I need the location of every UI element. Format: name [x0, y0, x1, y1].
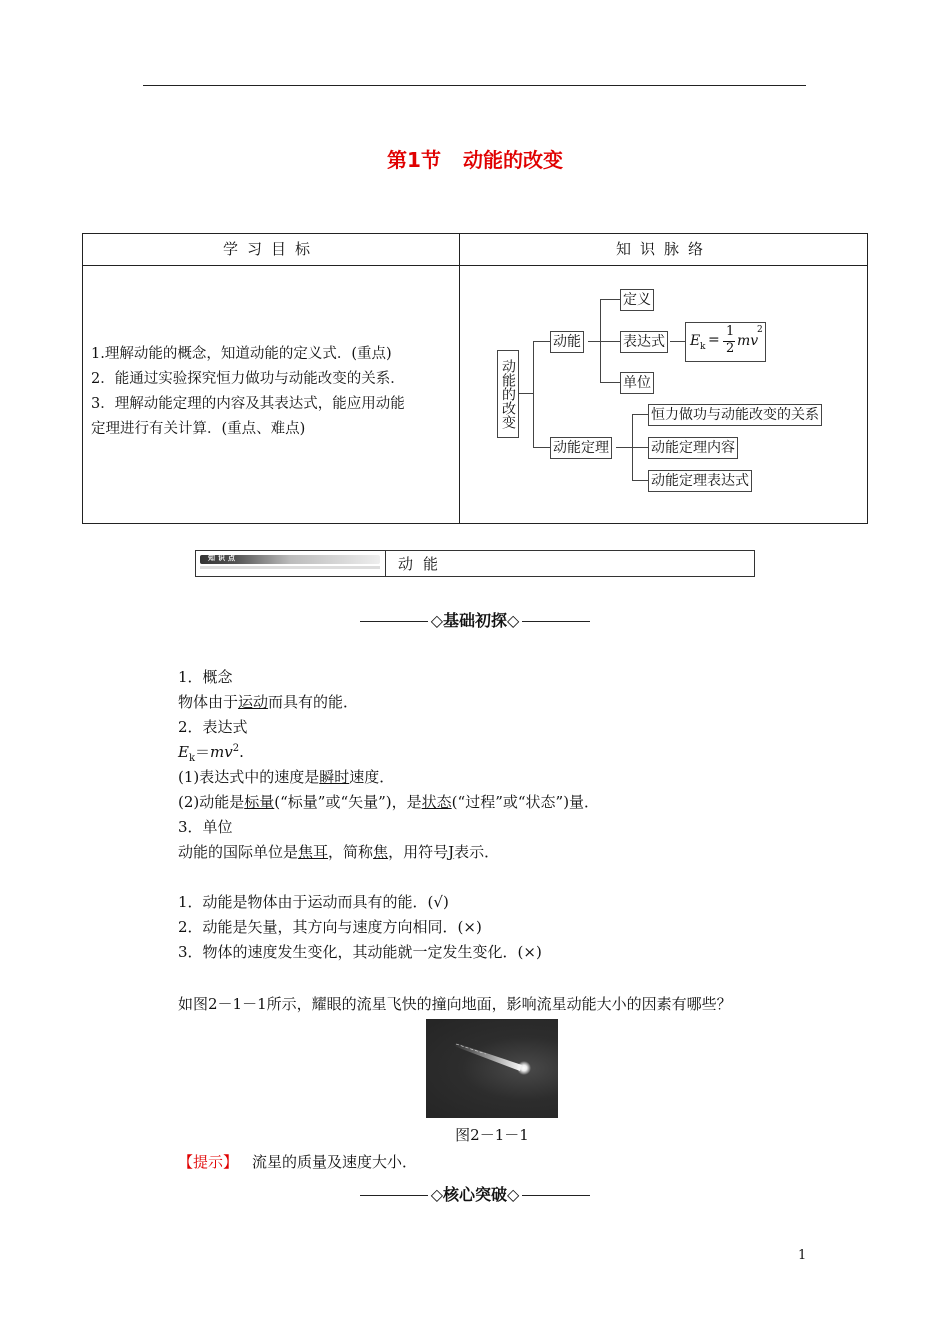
formula-line — [178, 741, 244, 764]
text-span: ，简称 — [328, 843, 374, 861]
text-span: 速度． — [349, 768, 395, 786]
formula-mv: mv — [210, 743, 233, 761]
formula-denominator: 2 — [726, 341, 735, 356]
section-label: 动能 — [398, 555, 449, 573]
heading-unit: 3．单位 — [178, 818, 233, 836]
map-connector — [632, 414, 648, 415]
map-node-theorem-expression: 动能定理表达式 — [648, 470, 752, 492]
title-text: 动能的改变 — [462, 148, 563, 172]
formula-mv: mv — [737, 333, 759, 349]
divider-line — [360, 621, 428, 622]
divider-core — [0, 1182, 950, 1205]
text-span: (“标量”或“矢量”)，是 — [274, 793, 422, 811]
formula-exp: 2 — [232, 743, 240, 754]
formula-e: E — [690, 333, 701, 349]
title-section-number: 第1节 — [387, 148, 441, 172]
map-connector — [670, 341, 685, 342]
formula-equals: = — [708, 332, 720, 348]
text-span: (“过程”或“状态”)量． — [451, 793, 600, 811]
answer-blank: 状态 — [421, 793, 452, 811]
text-span: 物体由于 — [178, 693, 239, 711]
hint-text: 流星的质量及速度大小． — [252, 1153, 418, 1171]
table-header-divider — [83, 265, 867, 266]
text-span: (1)表达式中的速度是 — [178, 768, 320, 786]
header-learning-goals: 学习目标 — [222, 240, 319, 258]
formula-e: E — [178, 743, 189, 761]
hint-tag: 【提示】 — [178, 1153, 239, 1171]
section-tag-graphic — [200, 555, 380, 564]
answer-blank: 标量 — [244, 793, 275, 811]
map-connector — [600, 299, 620, 300]
map-connector — [533, 341, 550, 342]
map-connector — [632, 480, 648, 481]
map-connector — [600, 382, 620, 383]
header-knowledge-map: 知识脉络 — [615, 240, 712, 258]
divider-basic — [0, 608, 950, 631]
map-connector — [632, 447, 648, 448]
formula-equals: ＝ — [195, 743, 211, 761]
divider-line — [360, 1195, 428, 1196]
divider-line — [522, 621, 590, 622]
divider-core-text: ◇核心突破◇ — [430, 1185, 520, 1204]
text-span: ，用符号 — [388, 843, 449, 861]
paragraph-unit — [178, 841, 499, 862]
heading-concept: 1．概念 — [178, 668, 233, 686]
divider-line — [522, 1195, 590, 1196]
map-connector — [533, 341, 534, 448]
map-root — [497, 350, 519, 438]
formula-numerator: 1 — [726, 324, 735, 339]
map-node-kinetic-energy: 动能 — [550, 331, 584, 353]
section-tag-underline — [200, 566, 380, 569]
formula-exponent: 2 — [757, 325, 763, 335]
answer-blank: 焦 — [373, 843, 389, 861]
divider-basic-text: ◇基础初探◇ — [430, 611, 520, 630]
header-rule — [143, 85, 806, 86]
map-node-definition: 定义 — [620, 289, 654, 311]
map-root-text: 动能的改变 — [500, 359, 516, 429]
text-span: (2)动能是 — [178, 793, 245, 811]
hint-line — [178, 1151, 417, 1172]
text-span: 表示． — [454, 843, 500, 861]
goal-item: 2．能通过实验探究恒力做功与动能改变的关系． — [91, 371, 405, 387]
map-connector — [588, 341, 600, 342]
figure-caption: 图2－1－1 — [455, 1126, 529, 1144]
judgement-item: 3．物体的速度发生变化，其动能就一定发生变化．(×) — [178, 943, 542, 961]
paragraph-scalar — [178, 791, 599, 812]
answer-blank: J — [448, 843, 455, 861]
map-formula-box — [685, 322, 766, 362]
meteor-photo — [426, 1019, 558, 1118]
map-node-expression: 表达式 — [620, 331, 668, 353]
map-connector — [533, 447, 550, 448]
section-bar-divider — [385, 551, 386, 576]
formula-sub-k: k — [700, 342, 706, 352]
question-text: 如图2－1－1所示，耀眼的流星飞快的撞向地面，影响流星动能大小的因素有哪些？ — [178, 995, 732, 1013]
judgement-item: 1．动能是物体由于运动而具有的能．(√) — [178, 893, 449, 911]
map-connector — [616, 447, 632, 448]
answer-blank: 焦耳 — [298, 843, 329, 861]
page-number: 1 — [798, 1248, 807, 1263]
meteor-image — [426, 1019, 558, 1118]
formula-sub: k — [188, 753, 196, 764]
goal-item: 1.理解动能的概念，知道动能的定义式．(重点) — [91, 346, 392, 362]
paragraph-concept — [178, 691, 358, 712]
map-node-unit: 单位 — [620, 372, 654, 394]
formula-end: . — [239, 743, 244, 761]
goals-list — [91, 342, 453, 442]
page-title — [0, 144, 950, 173]
section-bar — [195, 550, 755, 577]
heading-expression: 2．表达式 — [178, 718, 248, 736]
text-span: 而具有的能． — [268, 693, 359, 711]
text-span: 动能的国际单位是 — [178, 843, 299, 861]
goal-item: 定理进行有关计算．(重点、难点) — [91, 421, 306, 437]
answer-blank: 运动 — [238, 693, 269, 711]
map-node-theorem: 动能定理 — [550, 437, 612, 459]
section-tag-text: 知识点 — [208, 553, 238, 562]
table-column-divider — [459, 234, 460, 523]
map-node-work-energy-relation: 恒力做功与动能改变的关系 — [648, 404, 822, 426]
answer-blank: 瞬时 — [319, 768, 350, 786]
paragraph-speed — [178, 766, 394, 787]
goal-item: 3．理解动能定理的内容及其表达式，能应用动能 — [91, 396, 405, 412]
judgement-item: 2．动能是矢量，其方向与速度方向相同．(×) — [178, 918, 482, 936]
map-connector — [600, 341, 620, 342]
map-connector — [519, 393, 533, 394]
map-node-theorem-content: 动能定理内容 — [648, 437, 738, 459]
